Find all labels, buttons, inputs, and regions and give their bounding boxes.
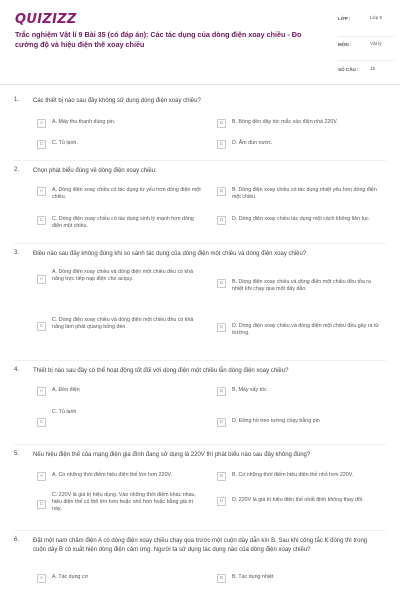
question-number: 2. — [14, 167, 20, 173]
option-letter: D — [217, 418, 226, 427]
option-b[interactable] — [217, 472, 382, 481]
option-a[interactable] — [37, 387, 202, 396]
meta-grade — [338, 14, 394, 21]
meta-count — [338, 65, 394, 72]
option-text: B. Máy sấy tóc — [232, 387, 267, 393]
option-letter: A — [37, 472, 46, 481]
question-number: 3. — [14, 250, 20, 256]
option-text: A. Tác dụng cơ — [52, 574, 89, 580]
option-letter: A — [37, 275, 46, 284]
option-b[interactable] — [217, 279, 382, 293]
question-text: Các thiết bị nào sau đây không sử dụng dòng điện xoay chiều? — [33, 98, 201, 104]
option-text: C. Tủ lạnh. — [52, 140, 78, 146]
header-divider — [0, 84, 400, 85]
option-a[interactable] — [37, 574, 202, 583]
question-number: 4. — [14, 367, 20, 373]
option-b[interactable] — [217, 574, 382, 583]
quizizz-logo: QUIZIZZ — [15, 12, 77, 27]
option-b[interactable] — [217, 187, 382, 201]
option-text: D. 220V là giá trị hiệu điện thế nhất định không thay đổi. — [232, 497, 364, 503]
question-text: Nếu hiệu điện thế của mạng điện gia đình đang sử dụng là 220V thì phát biểu nào sau đây không đúng? — [33, 452, 311, 458]
question-text: Chọn phát biểu đúng về dòng điện xoay chiều: — [33, 168, 157, 174]
option-text: A. Máy thu thanh dùng pin. — [52, 119, 116, 125]
option-letter: B — [217, 472, 226, 481]
option-text: D. Dòng điện xoay chiều tác dụng một cách không liên tục. — [232, 216, 371, 222]
option-text: C. Dòng điện xoay chiều và dòng điện một chiều đều có khả năng làm phát quang bóng đèn. — [52, 317, 194, 331]
option-c[interactable] — [37, 140, 202, 149]
meta-label: MÔN : — [338, 42, 352, 47]
divider — [338, 60, 394, 61]
question-number: 1. — [14, 97, 20, 103]
option-text: C. Dòng điện xoay chiều có tác dụng sinh lý mạnh hơn dòng điện một chiều. — [52, 216, 194, 230]
option-letter: D — [217, 323, 226, 332]
option-d[interactable] — [217, 323, 382, 337]
question-divider — [14, 360, 386, 361]
question-divider — [14, 530, 386, 531]
option-c[interactable] — [37, 317, 202, 331]
option-a[interactable] — [37, 269, 202, 284]
option-letter: A — [37, 387, 46, 396]
option-d[interactable] — [217, 140, 382, 149]
option-d[interactable] — [217, 418, 382, 427]
meta-panel — [338, 65, 394, 78]
option-letter: C — [37, 322, 46, 331]
meta-label: SỐ CÂU : — [338, 67, 359, 72]
option-letter: C — [37, 418, 46, 427]
option-letter: B — [217, 574, 226, 583]
divider — [338, 36, 394, 37]
option-text: A. Dòng điện xoay chiều và dòng điện một chiều đều có khả năng trực tiếp nạp điện cho acquy. — [52, 269, 194, 283]
option-text: B. Dòng điện xoay chiều có tác dụng nhiệt yếu hơn dòng điện một chiều. — [232, 187, 377, 201]
option-letter: D — [217, 140, 226, 149]
meta-value: 15 — [370, 66, 376, 71]
option-letter: C — [37, 140, 46, 149]
option-b[interactable] — [217, 119, 382, 128]
option-letter: C — [37, 216, 46, 225]
page-title: Trắc nghiệm Vật lí 9 Bài 35 (có đáp án): Các tác dụng của dòng điện xoay chiều - Đo cường độ và hiệu điện thế xoay chiều — [15, 30, 302, 49]
meta-label: LỚP : — [338, 16, 351, 21]
question-divider — [14, 243, 386, 244]
question-text: Điều nào sau đây không đúng khi so sánh tác dụng của dòng điện một chiều và dòng điện xoay chiều? — [33, 251, 307, 257]
question-text: Thiết bị nào sau đây có thể hoạt động tốt đối với dòng điện một chiều lẫn dòng điện xoay chiều? — [33, 368, 289, 374]
option-text: D. Dòng điện xoay chiều và dòng điện một chiều đều gây ra từ trường. — [232, 323, 379, 337]
option-text: C. Tủ lạnh — [52, 409, 77, 415]
option-d[interactable] — [217, 497, 382, 506]
option-c[interactable] — [37, 409, 202, 427]
option-a[interactable] — [37, 119, 202, 128]
option-letter: B — [217, 387, 226, 396]
option-text: B. Dòng điện xoay chiều và dòng điện một chiều đều tỏa ra nhiệt khi chạy qua một dây dẫn. — [232, 279, 371, 293]
question-divider — [14, 444, 386, 445]
option-text: B. Có những thời điểm hiệu điện thế nhỏ hơn 220V. — [232, 472, 354, 478]
option-letter: B — [217, 187, 226, 196]
meta-panel — [338, 40, 394, 53]
option-letter: A — [37, 119, 46, 128]
option-letter: B — [217, 119, 226, 128]
option-c[interactable] — [37, 216, 202, 230]
option-text: B. Bóng đèn dây tóc mắc vào điện nhà 220V. — [232, 119, 338, 125]
option-text: D. Đồng hồ treo tường chạy bằng pin — [232, 418, 320, 424]
option-text: C. 220V là giá trị hiệu dụng. Vào những thời điểm khác nhau, hiệu điện thế có thể lớn hơn hoặc nhỏ hơn hoặc bằng giá trị này. — [52, 492, 196, 513]
option-letter: B — [217, 279, 226, 288]
option-letter: A — [37, 574, 46, 583]
option-text: A. Dòng điện xoay chiều có tác dụng từ yếu hơn dòng điện một chiều. — [52, 187, 201, 201]
option-text: A. Có những thời điểm hiệu điện thế lớn hơn 220V. — [52, 472, 173, 478]
option-b[interactable] — [217, 387, 382, 396]
meta-panel — [338, 14, 394, 27]
option-d[interactable] — [217, 216, 382, 225]
question-text: Đặt một nam châm điện A có dòng điện xoay chiều chạy qua trước một cuộn dây dẫn kín B. Sau khi công tắc K đóng thì trong cuộn dây B có xuất hiện dòng điện cảm ứng. Người ta sử dụng tác dụng nào của dòng điện xoay chiều? — [33, 538, 368, 553]
option-letter: C — [37, 500, 46, 509]
meta-subject — [338, 40, 394, 47]
option-a[interactable] — [37, 187, 202, 201]
meta-value: Lớp 9 — [370, 15, 382, 20]
meta-value: Vật lý — [370, 41, 382, 46]
option-letter: D — [217, 497, 226, 506]
option-letter: A — [37, 187, 46, 196]
question-number: 6. — [14, 537, 20, 543]
option-c[interactable] — [37, 492, 202, 514]
option-text: A. Đèn điện — [52, 387, 80, 393]
option-text: B. Tác dụng nhiệt — [232, 574, 274, 580]
option-text: D. Ấm đun nước. — [232, 140, 273, 146]
question-divider — [14, 160, 386, 161]
question-number: 5. — [14, 451, 20, 457]
option-a[interactable] — [37, 472, 202, 481]
option-letter: D — [217, 216, 226, 225]
